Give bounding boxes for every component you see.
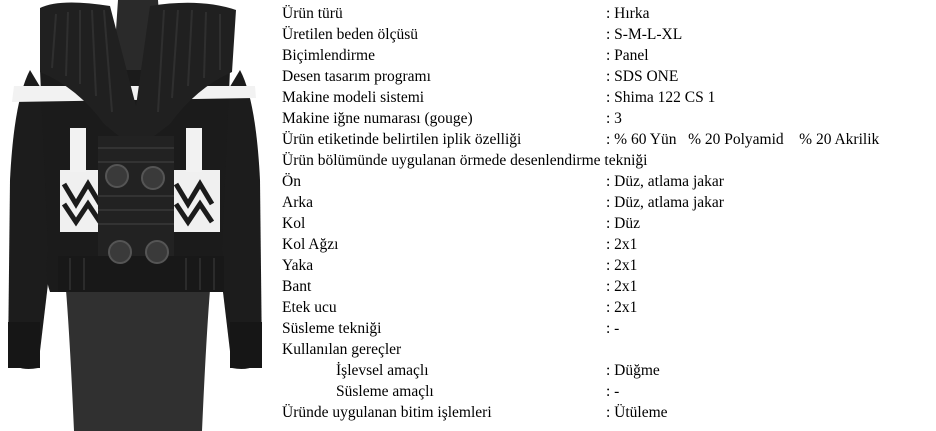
spec-row (282, 3, 934, 24)
spec-label: Üründe uygulanan bitim işlemleri (282, 404, 492, 421)
spec-value: : Düz, atlama jakar (606, 173, 724, 190)
spec-table (282, 3, 934, 423)
spec-value: : - (606, 383, 620, 400)
spec-label: Kol (282, 215, 306, 232)
spec-value: : SDS ONE (606, 68, 679, 85)
spec-label: Ürün bölümünde uygulanan örmede desenlendirme tekniği (282, 152, 648, 169)
spec-value: : Panel (606, 47, 649, 64)
spec-value: : 2x1 (606, 278, 638, 295)
spec-row (282, 24, 934, 45)
spec-row (282, 318, 934, 339)
spec-value: : % 60 Yün % 20 Polyamid % 20 Akrilik (606, 131, 880, 148)
spec-row (282, 360, 934, 381)
spec-row (282, 108, 934, 129)
spec-row (282, 381, 934, 402)
spec-label: Desen tasarım programı (282, 68, 431, 85)
spec-label: Yaka (282, 257, 314, 274)
spec-value: : Ütüleme (606, 404, 668, 421)
spec-value: : Düğme (606, 362, 660, 379)
spec-row (282, 213, 934, 234)
spec-label: Biçimlendirme (282, 47, 375, 64)
spec-value: : Hırka (606, 5, 650, 22)
spec-value: : 2x1 (606, 236, 638, 253)
spec-label: Kullanılan gereçler (282, 341, 402, 358)
spec-label: Makine iğne numarası (gouge) (282, 110, 473, 127)
spec-value: : S-M-L-XL (606, 26, 683, 43)
spec-value: : Shima 122 CS 1 (606, 89, 716, 106)
spec-value: : 3 (606, 110, 622, 127)
spec-label: Süsleme tekniği (282, 320, 382, 337)
spec-row (282, 276, 934, 297)
spec-label: Etek ucu (282, 299, 337, 316)
spec-label: Ürün etiketinde belirtilen iplik özelliği (282, 131, 522, 148)
spec-value: : 2x1 (606, 299, 638, 316)
spec-row (282, 87, 934, 108)
spec-label: Süsleme amaçlı (336, 383, 434, 400)
spec-label: Ön (282, 173, 301, 190)
spec-row (282, 255, 934, 276)
spec-row (282, 192, 934, 213)
spec-label: Arka (282, 194, 313, 211)
spec-row (282, 402, 934, 423)
spec-label: Bant (282, 278, 312, 295)
spec-label: Ürün türü (282, 5, 343, 22)
spec-row (282, 66, 934, 87)
spec-row (282, 129, 934, 150)
spec-row (282, 171, 934, 192)
spec-row (282, 45, 934, 66)
spec-label: İşlevsel amaçlı (336, 362, 429, 379)
spec-section-heading (282, 150, 934, 171)
spec-label: Üretilen beden ölçüsü (282, 26, 419, 43)
spec-value: : Düz (606, 215, 641, 232)
spec-label: Makine modeli sistemi (282, 89, 425, 106)
spec-value: : Düz, atlama jakar (606, 194, 724, 211)
spec-label: Kol Ağzı (282, 236, 339, 253)
spec-row (282, 234, 934, 255)
spec-section-heading (282, 339, 934, 360)
cardigan-photo (0, 0, 270, 431)
spec-value: : - (606, 320, 620, 337)
spec-row (282, 297, 934, 318)
spec-value: : 2x1 (606, 257, 638, 274)
